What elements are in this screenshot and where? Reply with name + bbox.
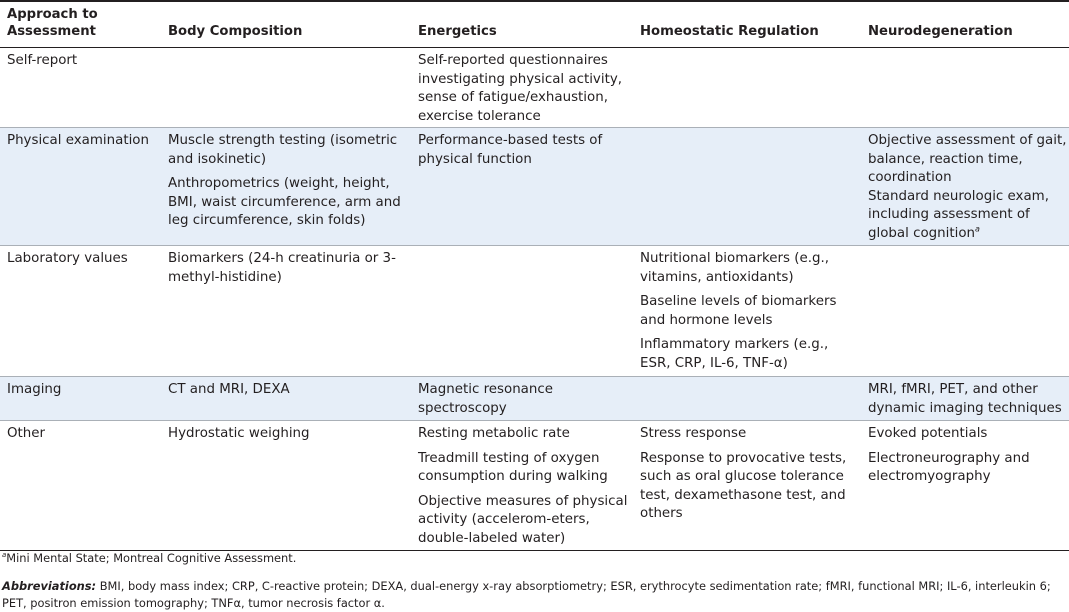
cell-item: Muscle strength testing (isometric and isokinetic) <box>168 133 398 167</box>
cell-item: Performance-based tests of physical function <box>418 133 603 167</box>
row-approach: Self-report <box>7 53 78 68</box>
cell-energetics <box>411 48 633 127</box>
table-row-imaging <box>0 377 1069 421</box>
row-approach: Other <box>7 426 46 441</box>
cell-homeostatic-regulation <box>633 377 861 420</box>
footnote-marker: a <box>975 224 980 234</box>
cell-item: Objective measures of physical activity (accelerom-eters, double-labeled water) <box>418 493 628 546</box>
cell-neurodegeneration <box>861 246 1069 376</box>
abbreviations-text: BMI, body mass index; CRP, C-reactive protein; DEXA, dual-energy x-ray absorptiometry; ESR, erythrocyte sedimentation rate; fMRI, functional MRI; IL-6, interleukin 6; PET, positron emission tomography; TNFα, tumor necrosis factor α. <box>2 579 1051 610</box>
table-footnote <box>0 551 296 566</box>
cell-energetics <box>411 246 633 376</box>
cell-item: Electroneurography and electromyography <box>868 450 1030 484</box>
cell-item: Self-reported questionnaires investigating physical activity, sense of fatigue/exhaustion, exercise tolerance <box>418 53 623 124</box>
header-homeostatic-regulation: Homeostatic Regulation <box>640 24 819 39</box>
cell-item: Standard neurologic exam, including assessment of global cognition <box>868 188 1049 241</box>
cell-item: Treadmill testing of oxygen consumption during walking <box>418 450 608 484</box>
header-approach <box>0 2 161 47</box>
cell-homeostatic-regulation <box>633 128 861 245</box>
table-row-physical-examination <box>0 128 1069 246</box>
cell-item: Resting metabolic rate <box>418 426 570 441</box>
row-approach: Physical examination <box>7 133 149 148</box>
cell-body-composition <box>161 128 411 245</box>
header-body-composition: Body Composition <box>168 24 303 39</box>
cell-item: Inflammatory markers (e.g., ESR, CRP, IL-6, TNF-α) <box>640 337 829 371</box>
cell-item: Evoked potentials <box>868 426 988 441</box>
header-approach-line2: Assessment <box>7 24 96 39</box>
row-approach: Laboratory values <box>7 251 128 266</box>
cell-item: Magnetic resonance spectroscopy <box>418 382 553 416</box>
cell-item: Response to provocative tests, such as oral glucose tolerance test, dexamethasone test, and others <box>640 450 847 521</box>
cell-energetics <box>411 128 633 245</box>
cell-energetics <box>411 377 633 420</box>
cell-body-composition <box>161 421 411 550</box>
cell-body-composition <box>161 48 411 127</box>
cell-energetics <box>411 421 633 550</box>
header-approach-line1: Approach to <box>7 7 98 22</box>
table-row-laboratory-values <box>0 246 1069 377</box>
cell-item-with-marker <box>868 188 1069 244</box>
cell-item: Anthropometrics (weight, height, BMI, waist circumference, arm and leg circumference, skin folds) <box>168 176 401 228</box>
cell-item: Baseline levels of biomarkers and hormone levels <box>640 294 837 328</box>
cell-neurodegeneration <box>861 377 1069 420</box>
cell-item: Biomarkers (24-h creatinuria or 3-methyl-histidine) <box>168 251 396 285</box>
header-neurodegeneration: Neurodegeneration <box>868 24 1013 39</box>
footnote-text: Mini Mental State; Montreal Cognitive Assessment. <box>6 551 297 565</box>
cell-homeostatic-regulation <box>633 246 861 376</box>
cell-homeostatic-regulation <box>633 421 861 550</box>
cell-item: Objective assessment of gait, balance, reaction time, coordination <box>868 133 1067 185</box>
cell-item: Hydrostatic weighing <box>168 426 310 441</box>
cell-body-composition <box>161 246 411 376</box>
abbreviations-label: Abbreviations: <box>2 579 97 593</box>
cell-neurodegeneration <box>861 48 1069 127</box>
table-row-self-report <box>0 48 1069 128</box>
cell-item: Stress response <box>640 426 747 441</box>
table-header-row <box>0 0 1069 48</box>
cell-item: CT and MRI, DEXA <box>168 382 290 397</box>
footnote-marker: a <box>2 551 7 560</box>
cell-body-composition <box>161 377 411 420</box>
header-energetics: Energetics <box>418 24 497 39</box>
cell-homeostatic-regulation <box>633 48 861 127</box>
abbreviations-note <box>0 578 1064 612</box>
cell-neurodegeneration <box>861 128 1069 245</box>
cell-neurodegeneration <box>861 421 1069 550</box>
cell-item: Nutritional biomarkers (e.g., vitamins, antioxidants) <box>640 251 829 285</box>
cell-item: MRI, fMRI, PET, and other dynamic imaging techniques <box>868 382 1062 416</box>
table-row-other <box>0 421 1069 551</box>
row-approach: Imaging <box>7 382 62 397</box>
